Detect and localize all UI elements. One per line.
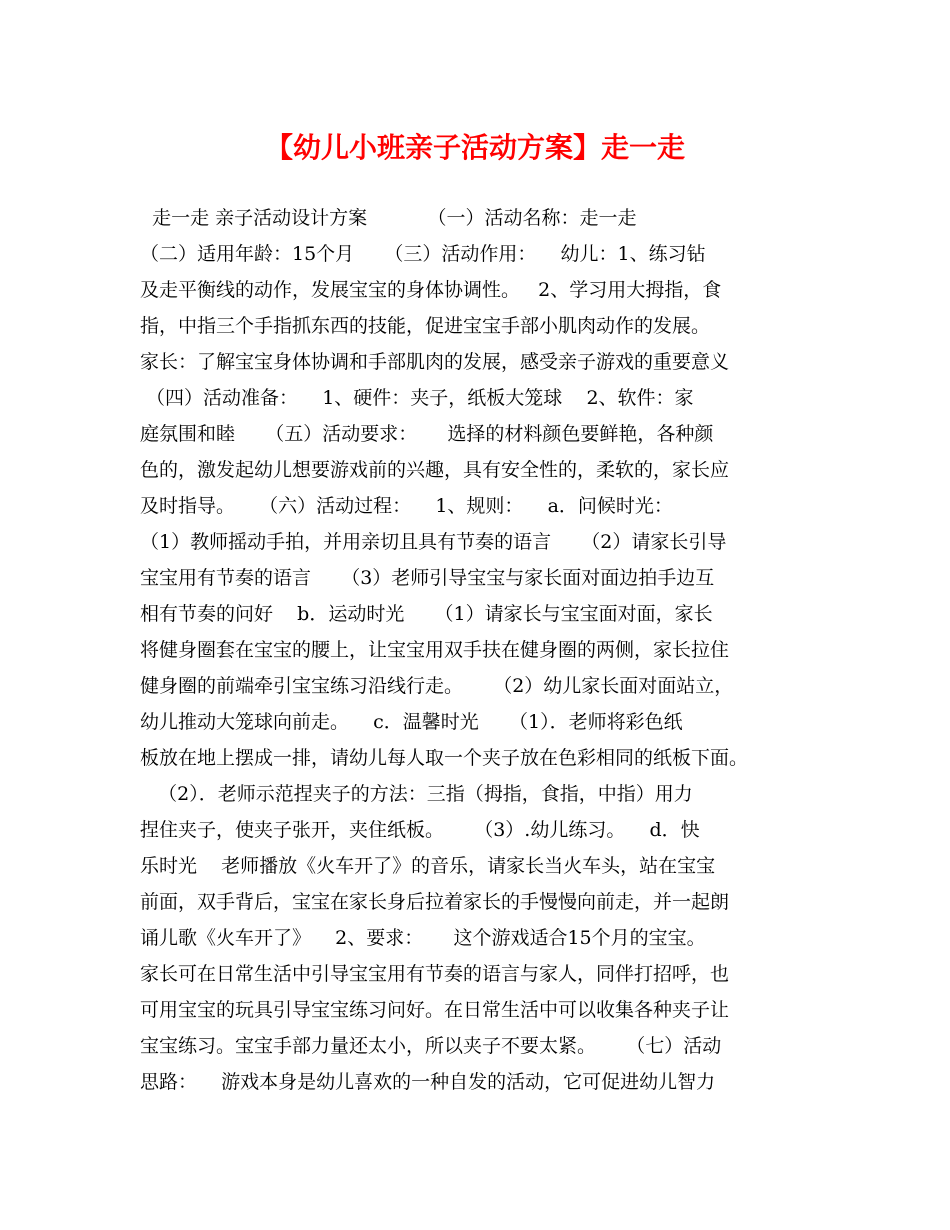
- body-line: 思路： 游戏本身是幼儿喜欢的一种自发的活动，它可促进幼儿智力: [140, 1071, 716, 1093]
- body-line: 前面，双手背后，宝宝在家长身后拉着家长的手慢慢向前走，并一起朗: [140, 891, 730, 913]
- document-body: [140, 200, 830, 1100]
- body-line: 乐时光 老师播放《火车开了》的音乐，请家长当火车头，站在宝宝: [140, 855, 716, 877]
- body-line: 宝宝用有节奏的语言 （3）老师引导宝宝与家长面对面边拍手边互: [140, 567, 715, 589]
- body-line: 宝宝练习。宝宝手部力量还太小，所以夹子不要太紧。 （七）活动: [140, 1035, 722, 1057]
- body-line: 指，中指三个手指抓东西的技能，促进宝宝手部小肌肉动作的发展。: [140, 315, 711, 337]
- body-line: （二）适用年龄：15个月 （三）活动作用： 幼儿：1、练习钻: [140, 243, 706, 265]
- body-line: 走一走 亲子活动设计方案 （一）活动名称：走一走: [140, 207, 637, 229]
- document-title: 【幼儿小班亲子活动方案】走一走: [264, 131, 685, 164]
- body-line: 庭氛围和睦 （五）活动要求： 选择的材料颜色要鲜艳，各种颜: [140, 423, 714, 445]
- body-line: 健身圈的前端牵引宝宝练习沿线行走。 （2）幼儿家长面对面站立，: [140, 675, 734, 697]
- body-line: （四）活动准备： 1、硬件：夹子，纸板大笼球 2、软件：家: [140, 387, 694, 409]
- body-line: 色的，激发起幼儿想要游戏前的兴趣，具有安全性的，柔软的，家长应: [140, 459, 730, 481]
- body-line: 幼儿推动大笼球向前走。 c．温馨时光 （1）．老师将彩色纸: [140, 711, 683, 733]
- body-line: 相有节奏的问好 b．运动时光 （1）请家长与宝宝面对面，家长: [140, 603, 713, 625]
- body-line: 及时指导。 （六）活动过程： 1、规则： a．问候时光：: [140, 495, 673, 517]
- body-line: 板放在地上摆成一排，请幼儿每人取一个夹子放在色彩相同的纸板下面。: [140, 747, 749, 769]
- body-line: 家长可在日常生活中引导宝宝用有节奏的语言与家人，同伴打招呼，也: [140, 963, 730, 985]
- body-line: 及走平衡线的动作，发展宝宝的身体协调性。 2、学习用大拇指，食: [140, 279, 722, 301]
- body-line: 将健身圈套在宝宝的腰上，让宝宝用双手扶在健身圈的两侧，家长拉住: [140, 639, 730, 661]
- body-line: （1）教师摇动手拍，并用亲切且具有节奏的语言 （2）请家长引导: [140, 531, 727, 553]
- body-line: 诵儿歌《火车开了》 2、要求： 这个游戏适合15个月的宝宝。: [140, 927, 706, 949]
- body-line: 家长：了解宝宝身体协调和手部肌肉的发展，感受亲子游戏的重要意义: [140, 351, 730, 373]
- body-line: 捏住夹子，使夹子张开，夹住纸板。 （3）.幼儿练习。 d．快: [140, 819, 700, 841]
- body-line: （2）．老师示范捏夹子的方法：三指（拇指，食指，中指）用力: [140, 783, 693, 805]
- body-line: 可用宝宝的玩具引导宝宝练习问好。在日常生活中可以收集各种夹子让: [140, 999, 730, 1021]
